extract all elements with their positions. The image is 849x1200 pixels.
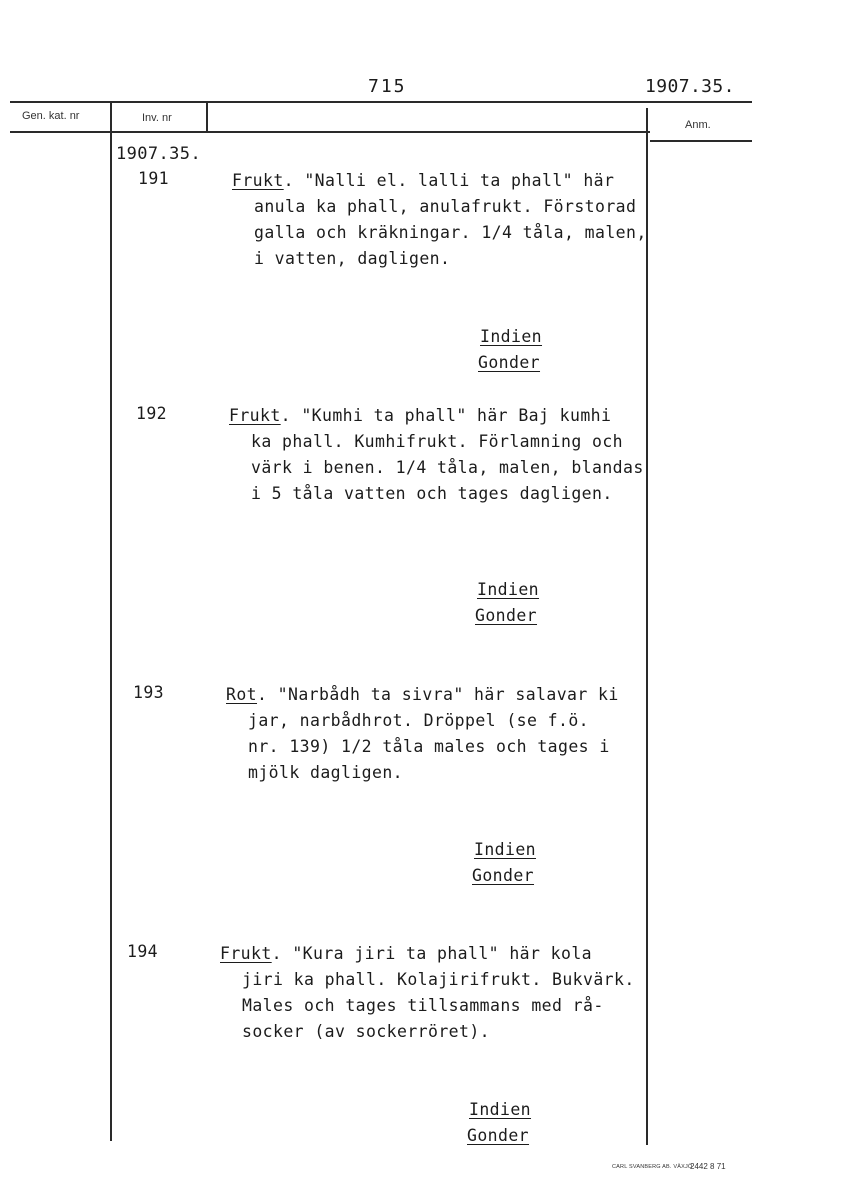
column-divider-inv-text (206, 101, 208, 133)
column-divider-gen-inv (110, 101, 112, 1141)
place-country: Indien (477, 580, 540, 599)
column-header-gen-kat-nr: Gen. kat. nr (22, 110, 80, 122)
column-header-anm: Anm. (685, 119, 711, 131)
header-bottom-rule (10, 131, 650, 133)
inventory-prefix: 1907.35. (116, 144, 202, 164)
place-country: Indien (469, 1100, 532, 1119)
inv-number: 191 (138, 169, 170, 188)
printer-imprint: CARL SVANBERG AB. VÄXJÖ (612, 1164, 693, 1170)
inv-number: 192 (136, 404, 168, 423)
inv-number: 193 (133, 683, 165, 702)
column-header-inv-nr: Inv. nr (142, 112, 172, 124)
anm-header-rule (650, 140, 752, 142)
entry-type: Frukt (220, 944, 272, 963)
form-code: 2442 8 71 (690, 1162, 726, 1171)
place-country: Indien (474, 840, 537, 859)
place-region: Gonder (478, 353, 541, 372)
entry-text: Frukt. "Nalli el. lalli ta phall" här anula ka phall, anulafrukt. Förstorad galla och kräkningar. 1/4 tåla, malen, i vatten, dagligen. (232, 171, 647, 268)
page-number: 715 (368, 76, 407, 97)
place-region: Gonder (467, 1126, 530, 1145)
place-region: Gonder (472, 866, 535, 885)
entry-text: Frukt. "Kura jiri ta phall" här kola jiri ka phall. Kolajirifrukt. Bukvärk. Males och tages tillsammans med rå- socker (av sockerröret). (220, 944, 635, 1041)
header-top-rule (10, 101, 752, 103)
place-country: Indien (480, 327, 543, 346)
place-region: Gonder (475, 606, 538, 625)
inv-number: 194 (127, 942, 159, 961)
entry-type: Frukt (232, 171, 284, 190)
entry-text: Rot. "Narbådh ta sivra" här salavar ki jar, narbådhrot. Dröppel (se f.ö. nr. 139) 1/2 tåla males och tages i mjölk dagligen. (226, 685, 619, 782)
entry-type: Rot (226, 685, 258, 704)
entry-type: Frukt (229, 406, 281, 425)
accession-number: 1907.35. (645, 76, 735, 97)
entry-text: Frukt. "Kumhi ta phall" här Baj kumhi ka phall. Kumhifrukt. Förlamning och värk i benen. 1/4 tåla, malen, blandas i 5 tåla vatten och tages dagligen. (229, 406, 644, 503)
